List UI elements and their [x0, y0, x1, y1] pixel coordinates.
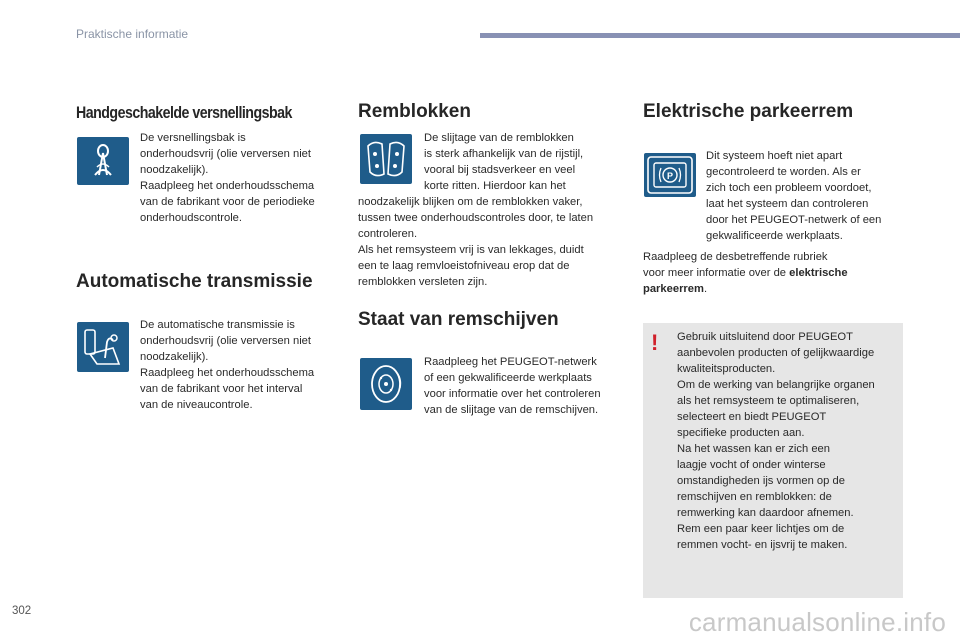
- text-line: [643, 281, 903, 297]
- gear-stick-icon: [77, 137, 129, 185]
- text-line: Raadpleeg het onderhoudsschema: [140, 367, 315, 379]
- reference-link-part: elektrische: [789, 267, 848, 279]
- text-line: remschijven en remblokken: de: [677, 491, 832, 503]
- header-bar: [480, 33, 960, 38]
- text-line: Dit systeem hoeft niet apart: [706, 150, 843, 162]
- text-line: controleren.: [358, 228, 418, 240]
- header-title: Praktische informatie: [76, 27, 189, 41]
- parking-brake-icon: [644, 153, 696, 197]
- svg-text:P: P: [666, 171, 674, 181]
- text-line: laagje vocht of onder winterse: [677, 459, 826, 471]
- text-line: voor informatie over het controleren: [424, 388, 601, 400]
- text-line: Gebruik uitsluitend door PEUGEOT: [677, 331, 853, 343]
- brake-disc-icon: [360, 358, 412, 410]
- brake-pads-text-beside: [424, 130, 624, 194]
- text-line: een te laag remvloeistofniveau erop dat de: [358, 260, 570, 272]
- text-line: als het remsysteem te optimaliseren,: [677, 395, 860, 407]
- text-line: De slijtage van de remblokken: [424, 132, 574, 144]
- text-line: Rem een paar keer lichtjes om de: [677, 523, 845, 535]
- reference-suffix: .: [703, 283, 708, 295]
- text-line: remblokken versleten zijn.: [358, 276, 488, 288]
- text-line: gekwalificeerde werkplaats.: [706, 230, 843, 242]
- text-line: of een gekwalificeerde werkplaats: [424, 372, 592, 384]
- automatic-title: Automatische transmissie: [76, 271, 313, 292]
- text-line: kwaliteitsproducten.: [677, 363, 776, 375]
- parking-brake-title: Elektrische parkeerrem: [643, 101, 854, 122]
- text-line: noodzakelijk).: [140, 164, 209, 176]
- text-line: De versnellingsbak is: [140, 132, 246, 144]
- text-line: van de fabrikant voor de periodieke: [140, 196, 315, 208]
- discs-title: Staat van remschijven: [358, 309, 559, 330]
- text-line: selecteert en biedt PEUGEOT: [677, 411, 827, 423]
- text-line: Raadpleeg de desbetreffende rubriek: [643, 251, 828, 263]
- text-line: omstandigheden ijs vormen op de: [677, 475, 845, 487]
- brake-pads-title: Remblokken: [358, 101, 471, 122]
- text-line: Raadpleeg het PEUGEOT-netwerk: [424, 356, 597, 368]
- text-line: noodzakelijk).: [140, 351, 209, 363]
- text-line: Als het remsysteem vrij is van lekkages, duidt: [358, 244, 584, 256]
- text-line: remwerking kan daardoor afnemen.: [677, 507, 854, 519]
- reference-link-part: parkeerrem: [643, 283, 704, 295]
- text-line: Raadpleeg het onderhoudsschema: [140, 180, 315, 192]
- text-line: van de fabrikant voor het interval: [140, 383, 303, 395]
- brake-pads-text-full: [358, 194, 628, 290]
- text-line: is sterk afhankelijk van de rijstijl,: [424, 148, 584, 160]
- text-line: onderhoudsvrij (olie verversen niet: [140, 335, 312, 347]
- text-line: remmen vocht- en ijsvrij te maken.: [677, 539, 848, 551]
- text-line: onderhoudsvrij (olie verversen niet: [140, 148, 312, 160]
- parking-brake-text: [706, 148, 906, 244]
- text-line: door het PEUGEOT-netwerk of een: [706, 214, 882, 226]
- text-line: noodzakelijk blijken om de remblokken vaker,: [358, 196, 583, 208]
- watermark: carmanualsonline.info: [688, 607, 946, 637]
- text-line: gecontroleerd te worden. Als er: [706, 166, 861, 178]
- text-line: Na het wassen kan er zich een: [677, 443, 830, 455]
- text-line: laat het systeem dan controleren: [706, 198, 869, 210]
- text-line: korte ritten. Hierdoor kan het: [424, 180, 566, 192]
- text-line: Om de werking van belangrijke organen: [677, 379, 875, 391]
- reference-prefix: voor meer informatie over de: [643, 267, 790, 279]
- manual-gearbox-title: Handgeschakelde versnellingsbak: [76, 104, 292, 122]
- manual-gearbox-text: [140, 130, 340, 226]
- text-line: van de niveaucontrole.: [140, 399, 253, 411]
- page-number: 302: [12, 605, 32, 617]
- warning-icon: !: [651, 330, 659, 355]
- text-line: specifieke producten aan.: [677, 427, 805, 439]
- text-line: tussen twee onderhoudscontroles door, te laten: [358, 212, 594, 224]
- text-line: De automatische transmissie is: [140, 319, 295, 331]
- text-line: zich toch een probleem voordoet,: [706, 182, 872, 194]
- brake-pads-icon: [360, 134, 412, 184]
- text-line: van de slijtage van de remschijven.: [424, 404, 599, 416]
- text-line: onderhoudscontrole.: [140, 212, 243, 224]
- automatic-selector-icon: [77, 322, 129, 372]
- text-line: vooral bij stadsverkeer en veel: [424, 164, 576, 176]
- parking-brake-reference: [643, 249, 903, 297]
- note-text: [677, 329, 902, 553]
- text-line: [643, 265, 903, 281]
- text-line: aanbevolen producten of gelijkwaardige: [677, 347, 875, 359]
- discs-text: [424, 354, 629, 418]
- automatic-text: [140, 317, 345, 413]
